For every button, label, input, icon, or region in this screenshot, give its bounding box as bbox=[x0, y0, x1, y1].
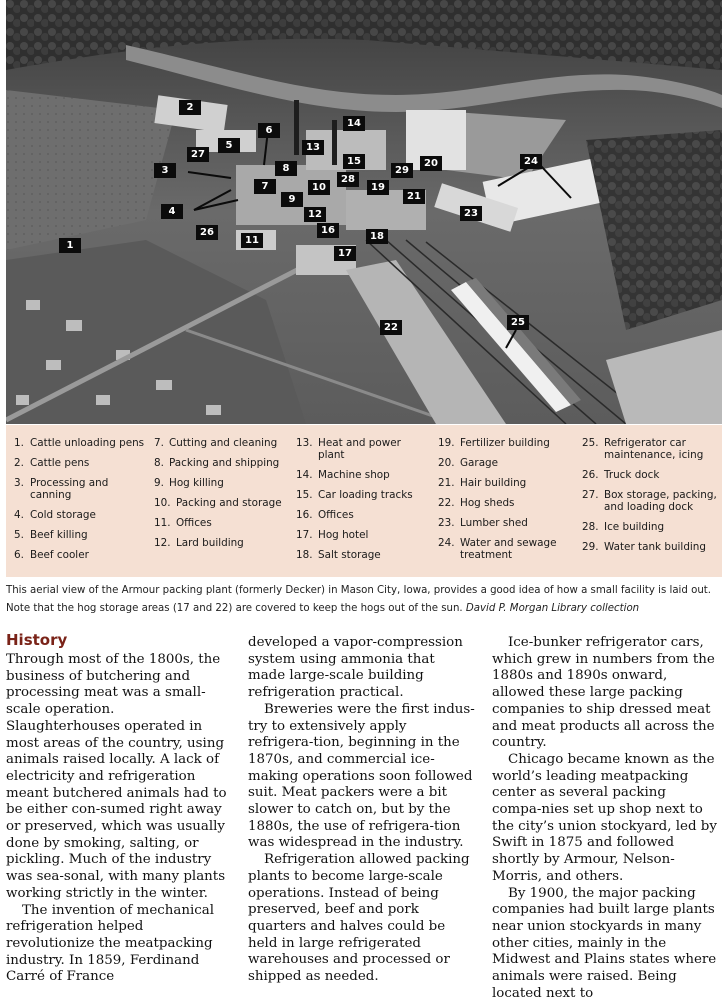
legend-item: 10. Packing and storage bbox=[154, 497, 282, 509]
caption-line-2 bbox=[6, 600, 722, 618]
callout-2: 2 bbox=[179, 100, 201, 115]
legend-item: 17. Hog hotel bbox=[296, 529, 369, 541]
legend-item: 25. Refrigerator car maintenance, icing bbox=[582, 437, 704, 461]
legend-item: 26. Truck dock bbox=[582, 469, 660, 481]
article-column-3 bbox=[492, 635, 718, 1002]
article-column-2 bbox=[248, 635, 476, 986]
callout-10: 10 bbox=[308, 180, 330, 195]
callout-6: 6 bbox=[258, 123, 280, 138]
legend-column-1 bbox=[14, 437, 152, 569]
legend-item: 28. Ice building bbox=[582, 521, 665, 533]
callout-27: 27 bbox=[187, 147, 209, 162]
callout-14: 14 bbox=[343, 116, 365, 131]
callout-5: 5 bbox=[218, 138, 240, 153]
legend-item: 20. Garage bbox=[438, 457, 499, 469]
legend-item: 16. Offices bbox=[296, 509, 354, 521]
paragraph: Refrigeration allowed packing plants to become large-scale operations. Instead of being preserved, beef and pork quarters and halves could be held in large refrigerated warehouses and processed or shipped as needed. bbox=[248, 852, 470, 985]
article-column-1 bbox=[6, 652, 228, 986]
legend-item: 15. Car loading tracks bbox=[296, 489, 413, 501]
legend-column-3 bbox=[296, 437, 436, 569]
callout-26: 26 bbox=[196, 225, 218, 240]
legend-item: 3. Processing and canning bbox=[14, 477, 109, 501]
callout-29: 29 bbox=[391, 163, 413, 178]
legend-item: 23. Lumber shed bbox=[438, 517, 528, 529]
legend-item: 8. Packing and shipping bbox=[154, 457, 280, 469]
paragraph: Breweries were the first indus-try to extensively apply refrigera-tion, beginning in the 1870s, and commercial ice-making operations soon followed suit. Meat packers were a bit slower to catch on, but by the 1880s, the use of refrigera-tion was widespread in the industry. bbox=[248, 701, 475, 851]
callout-20: 20 bbox=[420, 156, 442, 171]
legend-column-4 bbox=[438, 437, 580, 569]
legend-item: 18. Salt storage bbox=[296, 549, 381, 561]
legend-item: 6. Beef cooler bbox=[14, 549, 89, 561]
legend-item: 29. Water tank building bbox=[582, 541, 706, 553]
callout-12: 12 bbox=[304, 207, 326, 222]
paragraph: Ice-bunker refrigerator cars, which grew in numbers from the 1880s and 1890s onward, allowed these large packing companies to ship dressed meat and meat products all across the country. bbox=[492, 635, 715, 751]
callout-16: 16 bbox=[317, 223, 339, 238]
callout-23: 23 bbox=[460, 206, 482, 221]
callout-19: 19 bbox=[367, 180, 389, 195]
legend-column-5 bbox=[582, 437, 718, 561]
legend-item: 9. Hog killing bbox=[154, 477, 224, 489]
legend-item: 21. Hair building bbox=[438, 477, 527, 489]
legend-item: 27. Box storage, packing, and loading dock bbox=[582, 489, 717, 513]
legend-item: 7. Cutting and cleaning bbox=[154, 437, 278, 449]
caption-line-1: This aerial view of the Armour packing plant (formerly Decker) in Mason City, Iowa, provides a good idea of how a small facility is laid out. bbox=[6, 585, 712, 596]
legend-item: 22. Hog sheds bbox=[438, 497, 515, 509]
callout-21: 21 bbox=[403, 189, 425, 204]
section-heading: History bbox=[6, 631, 68, 649]
legend-item: 2. Cattle pens bbox=[14, 457, 90, 469]
paragraph: By 1900, the major packing companies had built large plants near union stockyards in many other cities, mainly in the Midwest and Plains states where animals were raised. Being located next to bbox=[492, 885, 717, 1001]
aerial-photo-illustration bbox=[6, 0, 722, 424]
photo-credit: David P. Morgan Library collection bbox=[465, 603, 640, 614]
callout-18: 18 bbox=[366, 229, 388, 244]
callout-1: 1 bbox=[59, 238, 81, 253]
legend-item: 19. Fertilizer building bbox=[438, 437, 550, 449]
callout-8: 8 bbox=[275, 161, 297, 176]
photo-legend bbox=[6, 425, 722, 577]
legend-item: 4. Cold storage bbox=[14, 509, 96, 521]
callout-13: 13 bbox=[302, 140, 324, 155]
callout-22: 22 bbox=[380, 320, 402, 335]
paragraph: developed a vapor-compression system using ammonia that made large-scale building refrigeration practical. bbox=[248, 635, 463, 701]
legend-item: 14. Machine shop bbox=[296, 469, 390, 481]
callout-25: 25 bbox=[507, 315, 529, 330]
legend-column-2 bbox=[154, 437, 294, 557]
legend-item: 13. Heat and power plant bbox=[296, 437, 401, 461]
callout-28: 28 bbox=[337, 172, 359, 187]
paragraph: Through most of the 1800s, the business of butchering and processing meat was a small-scale operation. Slaughterhouses operated in most areas of the country, using animals raised locally. A lack of electricity and refrigeration meant butchered animals had to be either con-sumed right away or preserved, which was usually done by smoking, salting, or pickling. Much of the industry was sea-sonal, with many plants working strictly in the winter. bbox=[6, 652, 227, 901]
callout-24: 24 bbox=[520, 154, 542, 169]
legend-item: 1. Cattle unloading pens bbox=[14, 437, 145, 449]
paragraph: Chicago became known as the world’s leading meatpacking center as several packing compa-nies set up shop next to the city’s union stockyard, led by Swift in 1875 and followed shortly by Armour, Nelson-Morris, and others. bbox=[492, 751, 717, 884]
photo-caption bbox=[6, 582, 722, 618]
callout-4: 4 bbox=[161, 204, 183, 219]
aerial-photo bbox=[6, 0, 722, 424]
legend-item: 12. Lard building bbox=[154, 537, 244, 549]
callout-9: 9 bbox=[281, 192, 303, 207]
paragraph: The invention of mechanical refrigeration helped revolutionize the meatpacking industry. In 1859, Ferdinand Carré of France bbox=[6, 902, 215, 985]
caption-text: Note that the hog storage areas (17 and 22) are covered to keep the hogs out of the sun. bbox=[6, 603, 463, 614]
callout-15: 15 bbox=[343, 154, 365, 169]
callout-7: 7 bbox=[254, 179, 276, 194]
legend-item: 11. Offices bbox=[154, 517, 212, 529]
legend-item: 5. Beef killing bbox=[14, 529, 88, 541]
callout-17: 17 bbox=[334, 246, 356, 261]
legend-item: 24. Water and sewage treatment bbox=[438, 537, 557, 561]
callout-11: 11 bbox=[241, 233, 263, 248]
callout-3: 3 bbox=[154, 163, 176, 178]
